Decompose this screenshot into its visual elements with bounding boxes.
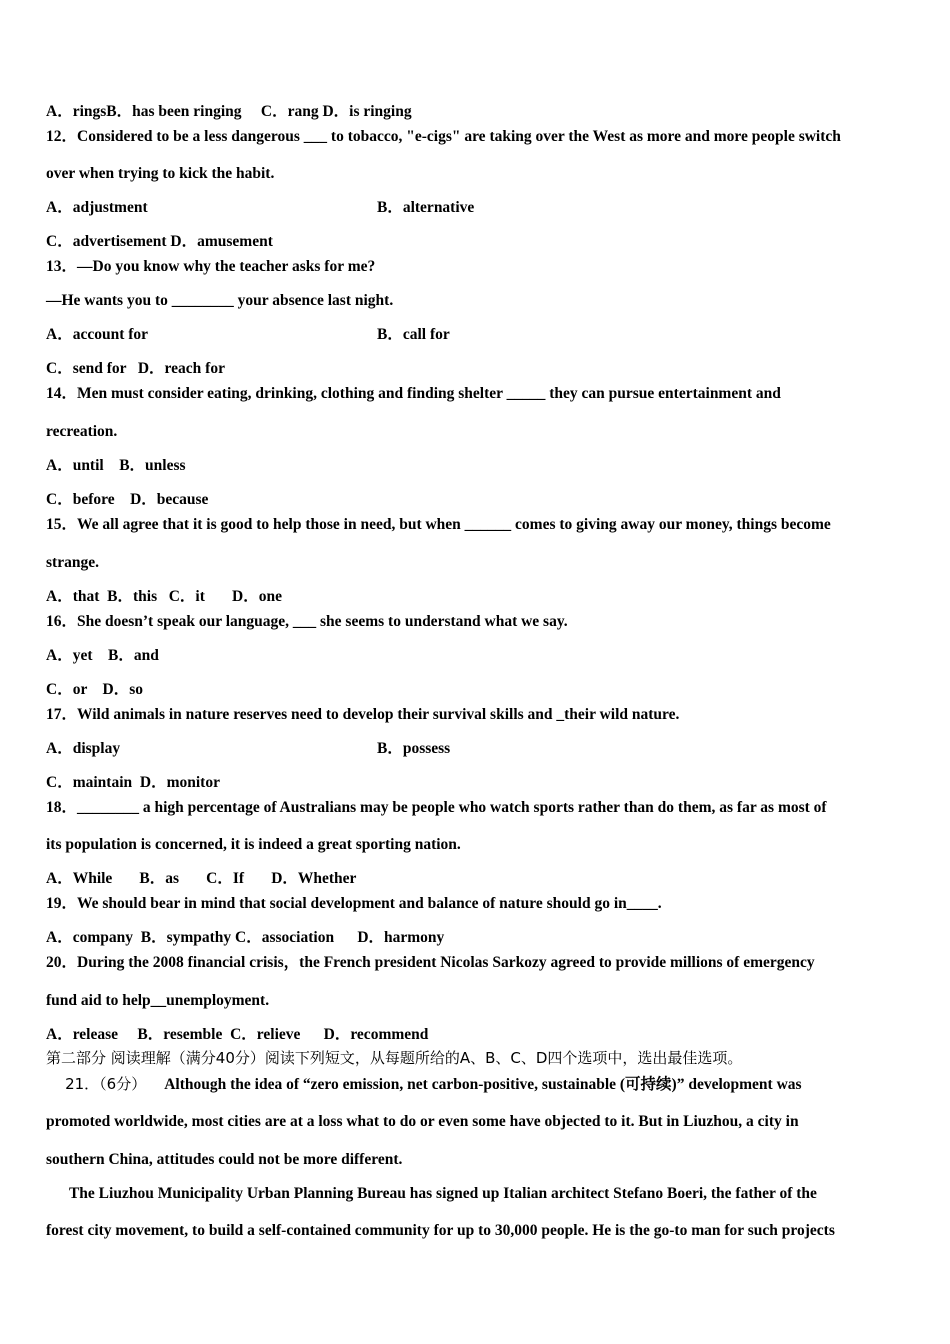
q16-stem: 16．She doesn’t speak our language, ___ she seems to understand what we say. — [46, 613, 568, 630]
q19-stem: 19．We should bear in mind that social development and balance of nature should go in____. — [46, 895, 662, 912]
q16-options-cd: C．or D．so — [46, 681, 144, 698]
q15-options: A．that B．this C．it D．one — [46, 588, 282, 605]
q14-stem-line-1: 14．Men must consider eating, drinking, clothing and finding shelter _____ they can pursue entertainment and — [46, 385, 781, 402]
q13-stem-line-1: 13．—Do you know why the teacher asks for me? — [46, 258, 376, 275]
q17-options-cd: C．maintain D．monitor — [46, 774, 220, 791]
q11-options: A．ringsB．has been ringing C．rang D．is ringing — [46, 103, 412, 120]
q18-options: A．While B．as C．If D．Whether — [46, 870, 357, 887]
q13-option-a: A．account for — [46, 326, 149, 343]
q12-options-cd: C．advertisement D．amusement — [46, 233, 273, 250]
q14-options-cd: C．before D．because — [46, 491, 209, 508]
q16-options-ab: A．yet B．and — [46, 647, 159, 664]
q21-number: 21．（6分） — [46, 1075, 147, 1093]
q21-paragraph-1-text: Although the idea of “zero emission, net carbon-positive, sustainable (可持续)” development was — [164, 1076, 802, 1093]
q14-stem-line-2: recreation. — [46, 423, 118, 440]
q12-option-b: B．alternative — [377, 199, 475, 216]
q18-stem-line-2: its population is concerned, it is indeed a great sporting nation. — [46, 836, 461, 853]
q13-options-cd: C．send for D．reach for — [46, 360, 225, 377]
q14-options-ab: A．until B．unless — [46, 457, 186, 474]
q13-stem-line-2: —He wants you to ________ your absence last night. — [46, 292, 394, 309]
q20-stem-line-1: 20．During the 2008 financial crisis，the French president Nicolas Sarkozy agreed to provide millions of emergency — [46, 954, 815, 971]
q17-option-b: B．possess — [377, 740, 451, 757]
part2-heading: 第二部分 阅读理解（满分40分）阅读下列短文，从每题所给的A、B、C、D四个选项中，选出最佳选项。 — [46, 1049, 743, 1067]
q19-options: A．company B．sympathy C．association D．harmony — [46, 929, 445, 946]
q12-option-a: A．adjustment — [46, 199, 148, 216]
q12-stem-line-1: 12．Considered to be a less dangerous ___ to tobacco, "e-cigs" are taking over the West as more and more people switch — [46, 128, 841, 145]
q20-options: A．release B．resemble C．relieve D．recommend — [46, 1026, 429, 1043]
q17-option-a: A．display — [46, 740, 121, 757]
q21-paragraph-1-line-1 — [46, 1077, 802, 1093]
q13-option-b: B．call for — [377, 326, 450, 343]
q15-stem-line-2: strange. — [46, 554, 99, 571]
q15-stem-line-1: 15．We all agree that it is good to help those in need, but when ______ comes to giving away our money, things become — [46, 516, 831, 533]
q18-stem-line-1: 18．________ a high percentage of Australians may be people who watch sports rather than do them, as far as most of — [46, 799, 827, 816]
q21-paragraph-1-line-3: southern China, attitudes could not be more different. — [46, 1151, 403, 1168]
q21-paragraph-2-line-2: forest city movement, to build a self-contained community for up to 30,000 people. He is the go-to man for such projects — [46, 1222, 835, 1239]
q21-paragraph-1-line-2: promoted worldwide, most cities are at a loss what to do or even some have objected to it. But in Liuzhou, a city in — [46, 1113, 799, 1130]
q20-stem-line-2: fund aid to help__unemployment. — [46, 992, 270, 1009]
q12-stem-line-2: over when trying to kick the habit. — [46, 165, 275, 182]
q17-stem: 17．Wild animals in nature reserves need to develop their survival skills and _their wild nature. — [46, 706, 680, 723]
q21-paragraph-2-line-1: The Liuzhou Municipality Urban Planning Bureau has signed up Italian architect Stefano Boeri, the father of the — [46, 1185, 817, 1202]
